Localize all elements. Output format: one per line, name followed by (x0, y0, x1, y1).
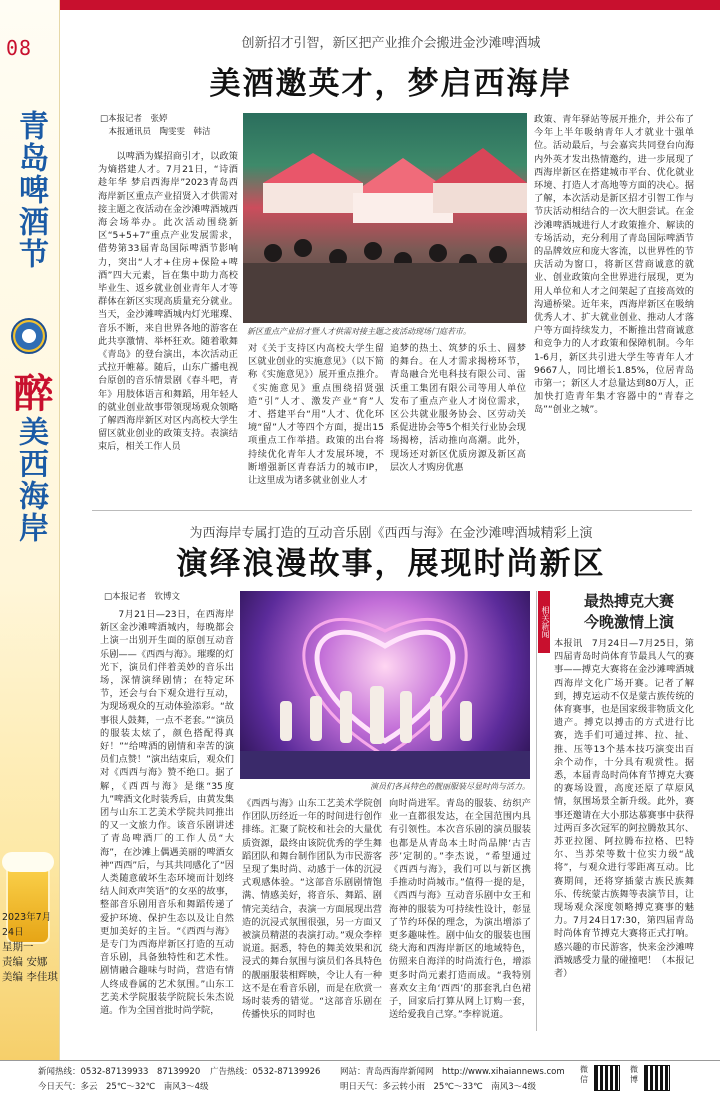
story2-photo-scene (240, 591, 530, 779)
story2-column-2: 《西西与海》山东工艺美术学院创作团队历经近一年的时间进行创作排练。汇聚了院校和社会的大量优质资源，最终由该院优秀的学生舞蹈团队和舞台制作团队为市民游客呈现了集时尚、动感于一体的沉浸式观感体验。“这部音乐剧剧情饱满、情感美好，将音乐、舞蹈、剧情完美结合，表演一方面展现出营造的沉浸式氛围很强，另一方面又被演员精湛的表演打动。”观众李梓说道。据悉，特色的舞美效果和沉浸式的舞台氛围与演员们各具特色的靓丽服装相辉映，令让人有一种这不是在看音乐剧，而是在欣赏一场时装秀的错觉。“这部音乐剧在传播快乐的同时也 (242, 798, 382, 1021)
weather-tomorrow: 明日天气：多云转小雨 25℃～33℃ 南风3～4级 (340, 1082, 537, 1092)
sidebar-title-drunk: 醉 (7, 372, 53, 414)
story1-headline: 美酒邀英才，梦启西海岸 (209, 66, 573, 102)
weibo-label: 微博 (630, 1065, 638, 1084)
sidebar-story-headline (554, 591, 704, 633)
issue-date: 2023年7月24日 (2, 912, 52, 938)
masthead-strip (0, 0, 720, 10)
ad-hotline: 广告热线：0532-87139926 (210, 1067, 321, 1077)
story1-column-1: 以啤酒为媒招商引才，以政策为熵搭建人才。7月21日，“诗酒趁年华 梦启西海岸”2023青岛西海岸新区重点产业招贤入才供需对接主题之夜活动在金沙滩啤酒城西海会场举办。此次活动围绕新区“5+5+7”重点产业发展需求，借势第33届青岛国际啤酒节影响力，突出“人才+住房+保险+啤酒”四大元素，旨在集中助力高校毕业生、返乡就业创业青年人才等群体在新区实现高质量充分就业。当天，金沙滩啤酒城内灯光璀璨、音乐不断，来自世界各地的游客在此共享激情、举杯狂欢。随着歌舞《青岛》的登台演出，本次活动正式拉开帷幕。随后，山东广播电视台原创的音乐情景剧《春斗吧，青年》用肢体语言和舞蹈，用年轻人的就业创业故事带领现场观众领略了解西海岸新区对区内高校大学生留区就业创业的政策支持。表演结束后，相关工作人员 (98, 151, 238, 453)
wechat-label: 微信 (580, 1065, 588, 1084)
sidebar-title-beer-festival: 青岛啤酒节 (13, 110, 48, 270)
story1-column-3: 追梦的热土、筑梦的乐土、圆梦的舞台。在人才需求揭榜环节，青岛融合光电科技有限公司、雷沃重工集团有限公司等用人单位发布了重点产业人才岗位需求，区公共就业服务协会、区劳动关系促进协会等5个相关行业协会现场揭榜，活动推向高潮。此外，现场还对新区优质房源及新区高层次人才购房优惠 (390, 343, 526, 473)
editor-credit: 责编 安娜 (2, 956, 48, 968)
story1-photo-caption: 新区重点产业招才暨人才供需对接主题之夜活动现场门庭若市。 (247, 327, 471, 336)
issue-info (2, 910, 60, 985)
story2-photo (240, 591, 530, 779)
page-footer (0, 1060, 720, 1095)
story1-kicker: 创新招才引智，新区把产业推介会搬进金沙滩啤酒城 (241, 36, 541, 51)
news-hotline: 新闻热线：0532-87139933 87139920 (38, 1067, 201, 1077)
story1-photo-scene (243, 113, 527, 323)
left-sidebar (0, 0, 60, 1060)
story1-column-4: 政策、青年驿站等展开推介，并公布了今年上半年吸纳青年人才就业十强单位。活动最后，与会嘉宾共同登台向海内外英才发出热情邀约，进一步展现了西海岸新区在搭建城市平台、优化就业环境、打造人才高地等方面的决心。据了解，本次活动是新区招才引智工作与节庆活动相结合的一次大胆尝试。在金沙滩啤酒城进行人才政策推介、解读的专场活动，充分利用了青岛国际啤酒节的品牌效应和庞大客流，以世界性的节庆活动为窗口，将新区营商诚意的就业、创业政策向全世界进行展现，更为用人单位和人才之间架起了直接高效的沟通桥梁。近年来，西海岸新区在吸纳优秀人才、扩大就业创业、推动人才落户等方面持续发力，不断推出营商诚意和竞争力的人才政策和保障机制。今年1-6月，新区共引进大学生等青年人才9667人，同比增长1.85%，位居青岛市第一；新区人才总量达到80万人，正加快打造青年集才容器中的“青春之岛”“创业之城”。 (534, 114, 694, 416)
wechat-qr-icon[interactable] (594, 1065, 620, 1091)
designer-credit: 美编 李佳琪 (2, 971, 58, 983)
sidebar-title-west-coast: 美西海岸 (13, 416, 48, 544)
sidebar-headline-line2: 今晚激情上演 (583, 613, 674, 631)
weather-today: 今日天气：多云 25℃～32℃ 南风3～4级 (38, 1082, 209, 1092)
story2-kicker: 为西海岸专属打造的互动音乐剧《西西与海》在金沙滩啤酒城精彩上演 (189, 526, 593, 541)
page-number: 08 (6, 36, 33, 60)
story2-column-1: 7月21日—23日，在西海岸新区金沙滩啤酒城内，每晚都会上演一出别开生面的原创互动音乐剧——《西西与海》。璀璨的灯光下，演员们伴着美妙的音乐出场，深情演绎剧情；在特定环节，还会与台下观众进行互动，为现场观众的互动体验添彩。“故事很人鼓舞，一点不老套。”“演员的服装太炫了，颜色搭配得真好！”“给啤酒的剧情和幸苦的演员们点赞！”演出结束后，观众们对《西西与海》赞不绝口。据了解，《西西与海》是继“35度九”啤酒文化时装秀后，由黄发集团与山东工艺美术学院共同推出的又一文旅力作。该音乐剧讲述了青岛啤酒厂的工作人员“大海”，在沙滩上偶遇美丽的啤酒女神“西西”后，与其共同感化了“因人类随意破坏生态环境而计划终结人间欢声笑语”的女巫的故事，整部音乐剧用音乐和舞蹈传递了爱护环境、保护生态以及让自然更加美好的主旨。“《西西与海》是专门为西海岸新区打造的互动音乐剧，具备独特性和艺术性。剧情融合趣味与时尚，营造有情人终成眷属的艺术氛围。”山东工艺美术学院服装学院院长朱杰说道。作为全国首批时尚学院， (100, 609, 234, 1017)
website-link[interactable]: 网站：青岛西海岸新闻网 http://www.xihaiannews.com (340, 1067, 565, 1077)
story-divider (92, 510, 692, 511)
issue-weekday: 星期一 (2, 941, 34, 953)
story1-byline-reporter: □本报记者 张婷 (100, 114, 168, 124)
story1-byline-correspondents: 本报通讯员 陶雯雯 韩洁 (100, 127, 211, 137)
main-content (62, 10, 720, 1060)
related-news-tag: 相关新闻 (538, 591, 550, 653)
sidebar-headline-line1: 最热搏克大赛 (583, 592, 674, 610)
story2-byline: □本报记者 钦博文 (104, 592, 181, 602)
column-rule (536, 591, 537, 1031)
story2-photo-caption: 演员们各具特色的靓丽服装尽显时尚与活力。 (370, 782, 530, 791)
festival-emblem-icon (11, 318, 47, 354)
story1-column-2: 对《关于支持区内高校大学生留区就业创业的实施意见》（以下简称《实施意见》）展开重点推介。《实施意见》重点围绕招贤强造“引”人才、激发产业“育”人才、搭建平台“用”人才、优化环境“留”人才等四个方面，提出15项重点工作举措。政策的出台将持续优化青年人才发展环境，不断增强新区青春活力的城市IP，让这里成为诸多就业创业人才 (248, 343, 384, 487)
story2-column-3: 向时尚进军。青岛的服装、纺织产业一直都很发达，在全国范围内具有引领性。本次音乐剧的演员服装也都是从青岛本土时尚品牌‘古吉莎’定制的。”李杰说，“希望通过《西西与海》，我们可以与新区携手推动时尚城市。”值得一提的是，《西西与海》互动音乐剧中女王和海神的服装为可持续性设计，彰显了节约环保的理念，为演出增添了更多趣味性。剧中仙女的服装也围绕大海和西海岸新区的地域特色，仿照来自海洋的时尚流行色，增添更多时尚元素打造而成。“我特别喜欢女主角‘西西’的那套乳白色裙子，回家后打算从网上订购一套，送给爱我自己穿。”李梓说道。 (389, 798, 531, 1021)
weibo-qr-icon[interactable] (644, 1065, 670, 1091)
story2-headline: 演绎浪漫故事，展现时尚新区 (176, 546, 606, 582)
story1-photo (243, 113, 527, 323)
story1-byline (100, 113, 240, 139)
sidebar-story-body: 本报讯 7月24日—7月25日，第四届青岛时尚体育节最具人气的赛事——搏克大赛将在金沙滩啤酒城西海岸文化广场开赛。记者了解到，搏克运动不仅是蒙古族传统的体育赛事，也是国家级非物质文化遗产。搏克以搏击的方式进行比赛，选手们可通过摔、拉、扯、推、压等13个基本技巧演变出百余个动作，十分具有观赏性。据悉，本届青岛时尚体育节搏克大赛的赛场设置，高度还原了草原风情，氛围场景全新升级。此外，赛事还邀请在大小那达慕赛事中获得过两百多次冠军的阿拉腾敖其尔、苏亚拉图、阿拉腾布拉格、巴特尔、当苏荣等数十位实力级“战将”，与观众进行零距离互动。比赛期间，还将穿插蒙古族民族舞乐、传统蒙古族舞等表演节目，让现场观众深度领略搏克赛事的魅力。7月24日17:30，第四届青岛时尚体育节搏克大赛将正式打响。感兴趣的市民游客，快来金沙滩啤酒城感受力量的碰撞吧！（本报记者） (554, 638, 694, 980)
